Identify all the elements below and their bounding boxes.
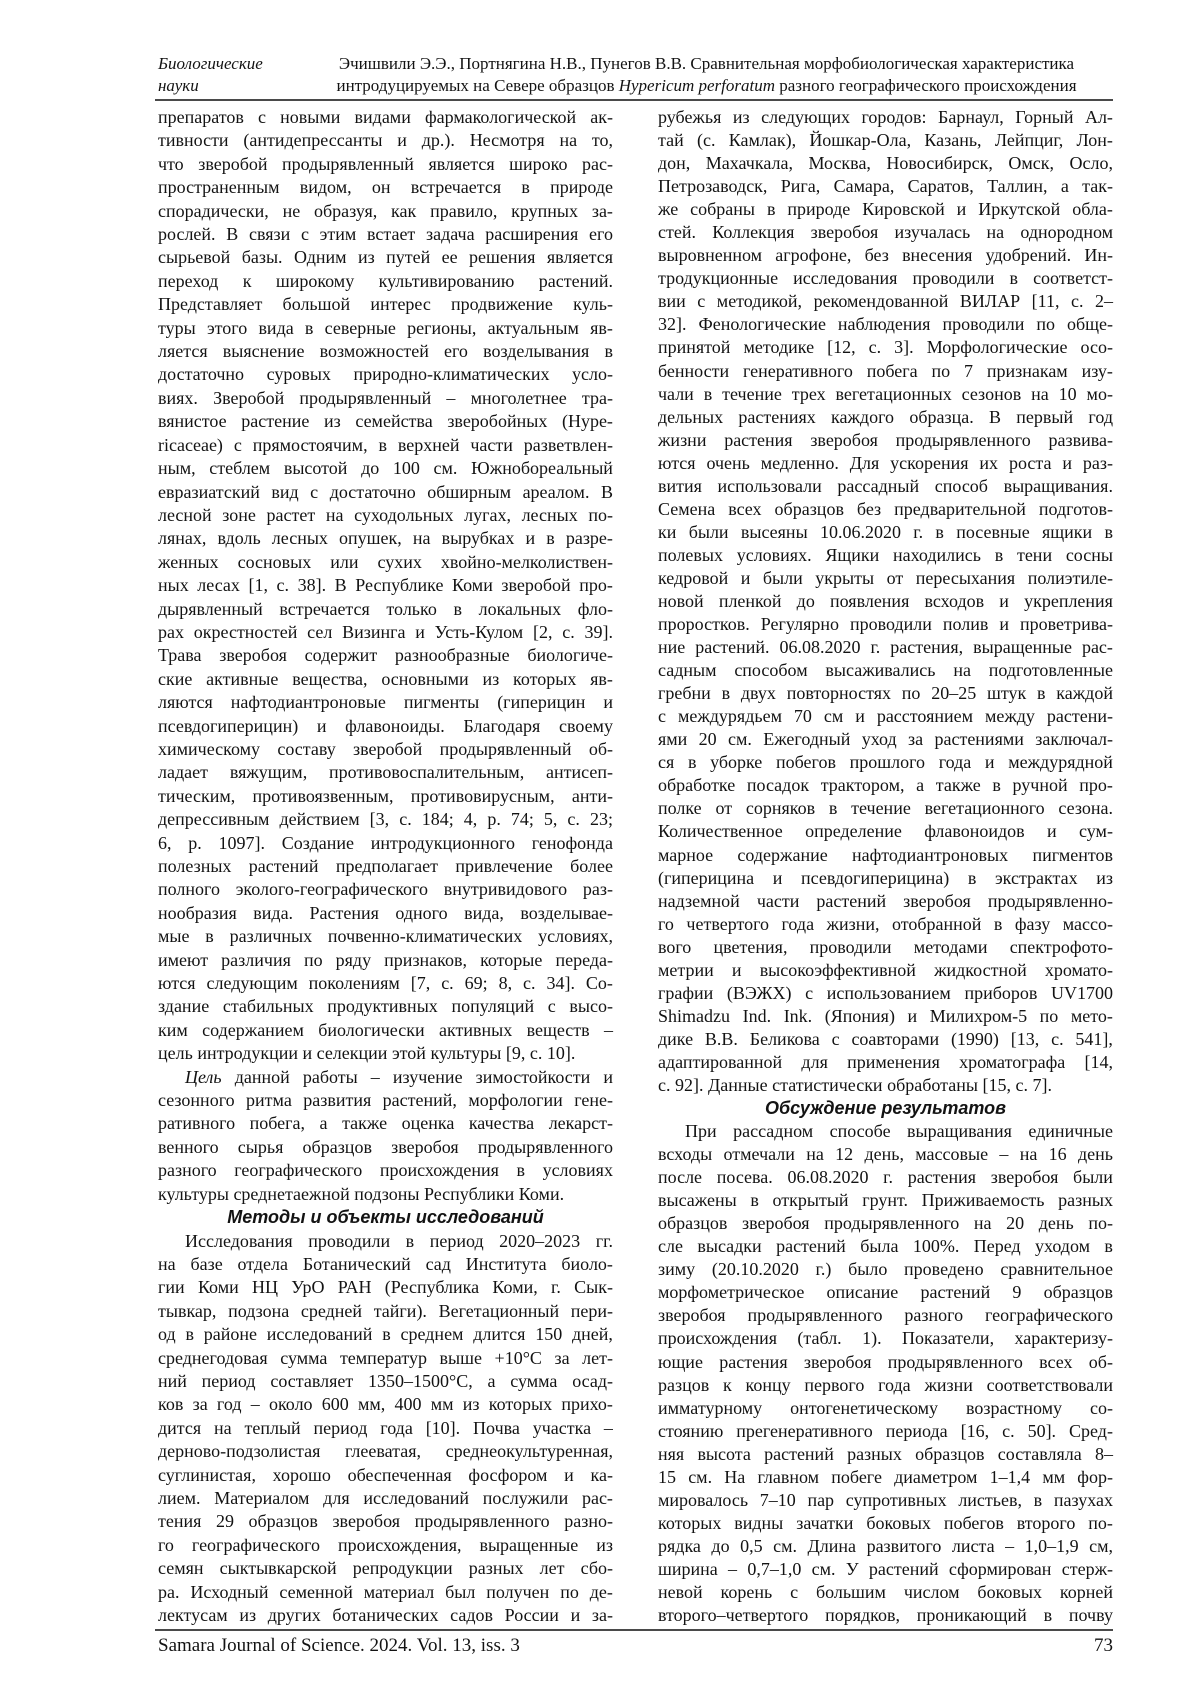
text-line: графии (ВЭЖХ) с использованием приборов UV1700 xyxy=(658,982,1113,1003)
species-name: Hypericum perforatum xyxy=(618,76,776,95)
text-line: стей. Коллекция зверобоя изучалась на однородном xyxy=(658,222,1113,243)
text-line: здание стабильных продуктивных популяций с высо- xyxy=(158,996,613,1017)
title-line2-post: разного географического происхождения xyxy=(775,76,1077,95)
footer-rule xyxy=(155,1629,1113,1631)
text-line: же собраны в природе Кировской и Иркутской обла- xyxy=(658,199,1113,220)
text-line: обработке посадок трактором, а также в ручной про- xyxy=(658,775,1113,796)
text-line: евразиатский вид с достаточно обширным ареалом. В xyxy=(158,481,613,502)
text-line: нообразия вида. Растения одного вида, возделывае- xyxy=(158,902,613,923)
text-line: сле высадки растений была 100%. Перед уходом в xyxy=(658,1236,1113,1257)
text-line: полезных растений предполагает привлечение более xyxy=(158,856,613,876)
text-line: ний период составляет 1350–1500°С, а сумма осад- xyxy=(158,1370,613,1391)
text-line: ладает вяжущим, противовоспалительным, антисеп- xyxy=(158,762,613,783)
text-line: стоянию прегенеративного периода [16, с. 50]. Сред- xyxy=(658,1420,1113,1441)
text-line: полного эколого-географического внутривидового раз- xyxy=(158,879,613,900)
text-line: Семена всех образцов без предварительной подготов- xyxy=(658,498,1113,519)
text-line: женных сосновых или сухих хвойно-мелколиствен- xyxy=(158,551,613,572)
text-line: невой корень с большим числом боковых корней xyxy=(658,1582,1113,1602)
column-left xyxy=(158,106,613,1627)
text-line: ся в уборке побегов прошлого года и междурядной xyxy=(658,752,1113,773)
text-line: происхождения (табл. 1). Показатели, характеризу- xyxy=(658,1328,1113,1349)
text-line: после посева. 06.08.2020 г. растения зверобоя были xyxy=(658,1167,1113,1188)
section-heading: Обсуждение результатов xyxy=(764,1098,1007,1119)
text-line: няя высота растений разных образцов составляла 8– xyxy=(658,1443,1113,1464)
text-line: надземной части растений зверобоя продырявленно- xyxy=(658,890,1113,911)
text-line: новой пленкой до появления всходов и укрепления xyxy=(658,590,1113,611)
text-line: ляются нафтодиантроновые пигменты (гиперицин и xyxy=(158,692,613,713)
text-line: тродукционные исследования проводили в соответст- xyxy=(658,268,1113,289)
text-line: среднегодовая сумма температур выше +10°С за лет- xyxy=(158,1347,613,1368)
text-line: псевдогиперицин) и флавоноиды. Благодаря своему xyxy=(158,715,613,736)
text-line: вянистое растение из семейства зверобойных (Hype- xyxy=(158,411,613,432)
text-line: При рассадном способе выращивания единичные xyxy=(685,1121,1113,1142)
title-line2-pre: интродуцируемых на Севере образцов xyxy=(336,76,619,95)
text-line: кедровой и были укрыты от пересыхания полиэтиле- xyxy=(658,567,1113,588)
text-line: культуры среднетаежной подзоны Республики Коми. xyxy=(158,1183,565,1204)
text-line: (гиперицина и псевдогиперицина) в экстрактах из xyxy=(658,867,1113,888)
text-line: имматурному онтогенетическому возрастному со- xyxy=(658,1397,1113,1418)
text-line: цель интродукции и селекции этой культуры [9, с. 10]. xyxy=(158,1043,576,1064)
text-line: переход к широкому культивированию растений. xyxy=(158,270,613,291)
text-line: рослей. В связи с этим встает задача расширения его xyxy=(158,224,613,245)
running-head-title-line1: Эчишвили Э.Э., Портнягина Н.В., Пунегов В.В. Сравнительная морфобиологическая характеристика xyxy=(338,54,1075,73)
text-line: разцов к концу первого года жизни соответствовали xyxy=(658,1374,1113,1395)
text-line: туры этого вида в северные регионы, актуальным яв- xyxy=(158,317,613,338)
text-line: проростков. Регулярно проводили полив и проветрива- xyxy=(658,614,1113,635)
text-line: с междурядьем 70 см и расстоянием между растени- xyxy=(658,706,1113,727)
text-line: венного сырья образцов зверобоя продырявленного xyxy=(158,1136,613,1157)
text-line: рубежья из следующих городов: Барнаул, Горный Ал- xyxy=(658,107,1113,127)
text-line: Исследования проводили в период 2020–2023 гг. xyxy=(185,1230,613,1251)
text-line: выровненном агрофоне, без внесения удобрений. Ин- xyxy=(658,245,1113,266)
text-line: метрии и высокоэффективной жидкостной хромато- xyxy=(658,959,1113,980)
running-head-section xyxy=(158,53,263,97)
text-line: ки были высеяны 10.06.2020 г. в посевные ящики в xyxy=(658,521,1113,542)
text-line: го географического происхождения, выращенные из xyxy=(158,1534,613,1555)
text-line: ние растений. 06.08.2020 г. растения, выращенные рас- xyxy=(658,637,1113,658)
text-line: пространенным видом, он встречается в природе xyxy=(158,177,613,198)
text-line: сезонного ритма развития растений, морфологии гене- xyxy=(158,1090,613,1111)
text-line: тывкар, подзона средней тайги). Вегетационный пери- xyxy=(158,1300,613,1321)
text-line: 15 см. На главном побеге диаметром 1–1,4 мм фор- xyxy=(658,1466,1113,1487)
text-line: Петрозаводск, Рига, Самара, Саратов, Таллин, а так- xyxy=(658,176,1113,197)
text-line: ются очень медленно. Для ускорения их роста и раз- xyxy=(658,452,1113,473)
text-line: ются следующим поколениям [7, с. 69; 8, с. 34]. Со- xyxy=(158,973,613,994)
text-line: лием. Материалом для исследований послужили рас- xyxy=(158,1487,613,1508)
text-line: лянах, вдоль лесных опушек, на вырубках и в разре- xyxy=(158,528,613,549)
text-line: мировалось 7–10 пар супротивных листьев, в пазухах xyxy=(658,1489,1113,1510)
text-line: дике В.В. Беликова с соавторами (1990) [13, с. 541], xyxy=(658,1028,1113,1049)
text-line: принятой методике [12, с. 3]. Морфологические осо- xyxy=(658,337,1113,358)
text-line: морфометрическое описание растений 9 образцов xyxy=(658,1282,1113,1303)
text-line: вого цветения, проводили методами спектрофото- xyxy=(658,936,1113,957)
text-line: ями 20 см. Ежегодный уход за растениями заключал- xyxy=(658,729,1113,750)
text-line: препаратов с новыми видами фармакологической ак- xyxy=(158,107,613,127)
text-line: вития использовали рассадный способ выращивания. xyxy=(658,475,1113,496)
text-line: второго–четвертого порядков, проникающий в почву xyxy=(658,1605,1113,1626)
text-line: тивности (антидепрессанты и др.). Несмотря на то, xyxy=(158,130,613,151)
text-line: образцов зверобоя продырявленного на 20 день по- xyxy=(658,1213,1113,1234)
column-right xyxy=(658,106,1113,1627)
text-line: од в районе исследований в среднем длится 150 дней, xyxy=(158,1324,613,1345)
text-line: ляется выяснение возможностей его возделывания в xyxy=(158,341,613,362)
text-line: рах окрестностей сел Визинга и Усть-Кулом [2, с. 39]. xyxy=(158,621,613,642)
text-line: тическим, противоязвенным, противовирусным, анти- xyxy=(158,785,613,806)
text-line: дельных растениях каждого образца. В первый год xyxy=(658,406,1113,427)
text-line: с. 92]. Данные статистически обработаны [15, с. 7]. xyxy=(658,1074,1052,1095)
text-line: 6, p. 1097]. Создание интродукционного генофонда xyxy=(158,832,613,853)
footer-journal: Samara Journal of Science. 2024. Vol. 13, iss. 3 xyxy=(158,1635,520,1656)
running-head-title xyxy=(300,53,1113,97)
text-line: мые в различных почвенно-климатических условиях, xyxy=(158,926,613,947)
text-line: зверобоя продырявленного разного географического xyxy=(658,1305,1113,1326)
text-line: депрессивным действием [3, с. 184; 4, p. 74; 5, с. 23; xyxy=(158,809,613,830)
text-line: ных лесах [1, с. 38]. В Республике Коми зверобой про- xyxy=(158,575,613,596)
text-line: дится на теплый период года [10]. Почва участка – xyxy=(158,1417,613,1438)
text-line: ricaceae) с прямостоячим, в верхней части разветвлен- xyxy=(158,434,613,455)
text-line: что зверобой продырявленный является широко рас- xyxy=(158,153,613,174)
text-line: на базе отдела Ботанический сад Института биоло- xyxy=(158,1253,613,1274)
text-line: Количественное определение флавоноидов и сум- xyxy=(658,821,1113,842)
text-line: чали в течение трех вегетационных сезонов на 10 мо- xyxy=(658,383,1113,404)
text-line: ра. Исходный семенной материал был получен по де- xyxy=(158,1581,613,1602)
text-line: садным способом высаживались на подготовленные xyxy=(658,660,1113,681)
text-line: зиму (20.10.2020 г.) было проведено сравнительное xyxy=(658,1259,1113,1280)
running-head-title-line2 xyxy=(300,75,1113,97)
text-line: химическому составу зверобой продырявленный об- xyxy=(158,738,613,759)
text-line: бенности генеративного побега по 7 признакам изу- xyxy=(658,360,1113,381)
text-line: лектусам из других ботанических садов России и за- xyxy=(158,1605,613,1625)
text-line: всходы отмечали на 12 день, массовые – на 16 день xyxy=(658,1144,1113,1165)
text-line: сырьевой базы. Одним из путей ее решения является xyxy=(158,247,613,268)
footer-page-number: 73 xyxy=(1094,1635,1113,1656)
text-line: 32]. Фенологические наблюдения проводили по обще- xyxy=(658,314,1113,335)
header-rule xyxy=(155,99,1113,101)
running-head-section-line2: науки xyxy=(158,76,199,95)
text-line: полке от сорняков в течение вегетационного сезона. xyxy=(658,798,1113,819)
section-heading: Методы и объекты исследований xyxy=(227,1207,544,1228)
text-line: дерново-подзолистая глееватая, среднеокультуренная, xyxy=(158,1441,613,1462)
text-line: Представляет большой интерес продвижение куль- xyxy=(158,294,613,315)
text-line: ным, стеблем высотой до 100 см. Южнобореальный xyxy=(158,458,613,479)
text-line: ющие растения зверобоя продырявленного всех об- xyxy=(658,1351,1113,1372)
text-line: тай (с. Камлак), Йошкар-Ола, Казань, Лейпциг, Лон- xyxy=(658,130,1113,151)
text-line: Shimadzu Ind. Ink. (Япония) и Милихром-5 по мето- xyxy=(658,1005,1113,1026)
text-line: жизни растения зверобоя продырявленного развива- xyxy=(658,429,1113,450)
text-line: которых видны зачатки боковых побегов второго по- xyxy=(658,1512,1113,1533)
text-line: имеют различия по ряду признаков, которые переда- xyxy=(158,949,613,970)
text-line: адаптированной для применения хроматографа [14, xyxy=(658,1051,1113,1072)
text-line: ративного побега, а также оценка качества лекарст- xyxy=(158,1113,613,1134)
text-line: семян сыктывкарской репродукции разных лет сбо- xyxy=(158,1558,613,1579)
text-line: Цель данной работы – изучение зимостойкости и xyxy=(185,1066,613,1087)
text-line: ширина – 0,7–1,0 см. У растений сформирован стерж- xyxy=(658,1558,1113,1579)
text-line: ков за год – около 600 мм, 400 мм из которых прихо- xyxy=(158,1394,613,1415)
text-line: виях. Зверобой продырявленный – многолетнее тра- xyxy=(158,387,613,408)
text-line: тения 29 образцов зверобоя продырявленного разно- xyxy=(158,1511,613,1532)
text-line: рядка до 0,5 см. Длина развитого листа – 1,0–1,9 см, xyxy=(658,1535,1113,1556)
text-line: гии Коми НЦ УрО РАН (Республика Коми, г. Сык- xyxy=(158,1277,613,1298)
text-line: дон, Махачкала, Москва, Новосибирск, Омск, Осло, xyxy=(658,153,1113,174)
text-line: гребни в двух повторностях по 20–25 штук в каждой xyxy=(658,683,1113,704)
running-head-section-line1: Биологические xyxy=(158,54,263,73)
text-line: разного географического происхождения в условиях xyxy=(158,1160,613,1181)
text-line: полевых условиях. Ящики находились в тени сосны xyxy=(658,544,1113,565)
text-line: дырявленный встречается только в локальных фло- xyxy=(158,598,613,619)
text-line: ким содержанием биологически активных веществ – xyxy=(158,1019,613,1040)
text-line: вии с методикой, рекомендованной ВИЛАР [11, с. 2– xyxy=(658,291,1113,312)
text-line: суглинистая, хорошо обеспеченная фосфором и ка- xyxy=(158,1464,613,1485)
text-line: лесной зоне растет на суходольных лугах, лесных по- xyxy=(158,504,613,525)
text-line: марное содержание нафтодиантроновых пигментов xyxy=(658,844,1113,865)
text-line: достаточно суровых природно-климатических усло- xyxy=(158,364,613,385)
text-line: высажены в открытый грунт. Приживаемость разных xyxy=(658,1190,1113,1211)
text-line: ские активные вещества, основными из которых яв- xyxy=(158,668,613,689)
text-line: Трава зверобоя содержит разнообразные биологиче- xyxy=(158,645,613,666)
text-line: го четвертого года жизни, отобранной в фазу массо- xyxy=(658,913,1113,934)
text-line: спорадически, не образуя, как правило, крупных за- xyxy=(158,200,613,221)
